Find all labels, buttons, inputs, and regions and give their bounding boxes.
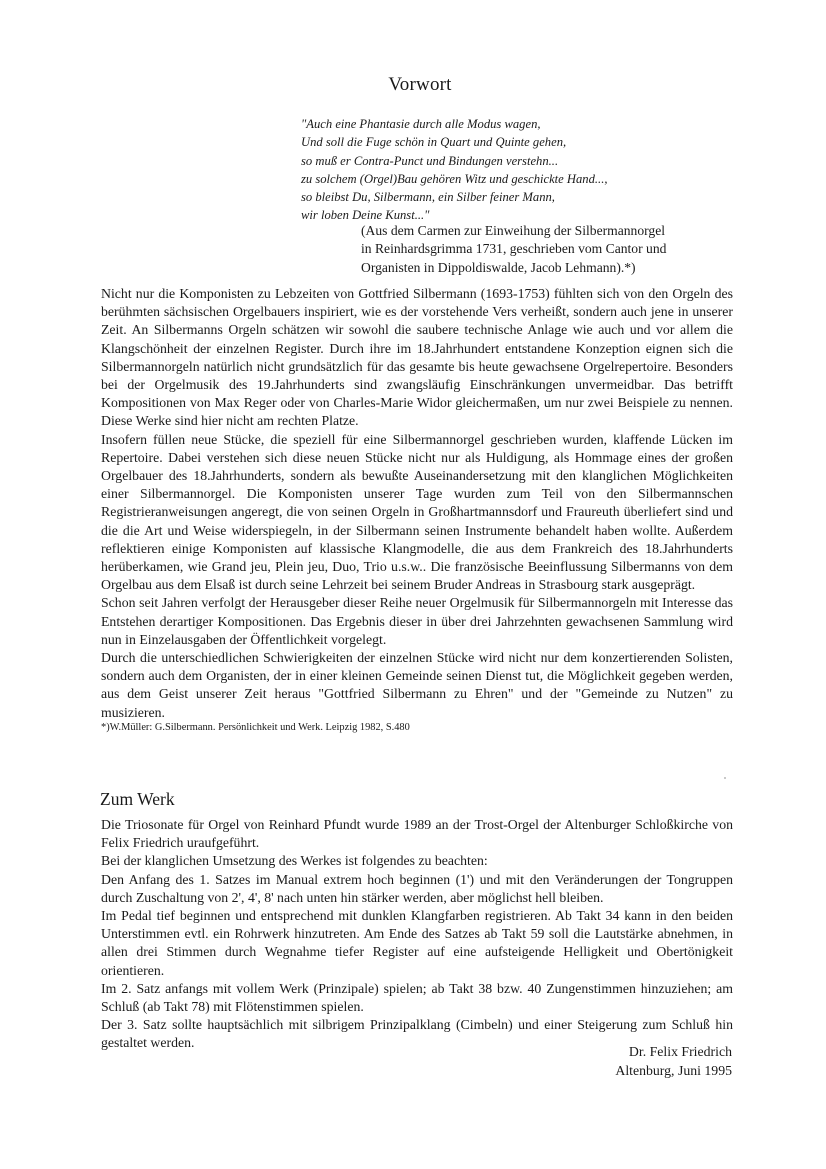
work-body bbox=[101, 816, 733, 1053]
poem-source bbox=[361, 222, 761, 277]
source-line: Organisten in Dippoldiswalde, Jacob Lehmann).*) bbox=[361, 259, 636, 275]
preface-title: Vorwort bbox=[388, 74, 452, 95]
paragraph: Die Triosonate für Orgel von Reinhard Pfundt wurde 1989 an der Trost-Orgel der Altenburger Schloßkirche von Felix Friedrich uraufgeführt. bbox=[101, 817, 733, 851]
scan-speck bbox=[724, 777, 726, 779]
paragraph: Durch die unterschiedlichen Schwierigkeiten der einzelnen Stücke wird nicht nur dem konzertierenden Solisten, sondern auch dem Organisten, der in einer kleinen Gemeinde seinen Dienst tut, die Möglichkeit gegeben werden, aus dem Geist unserer Zeit heraus "Gottfried Silbermann zu Ehren" und der "Gemeinde zu Nutzen" zu musizieren. bbox=[101, 650, 733, 720]
poem-line: so muß er Contra-Punct und Bindungen verstehn... bbox=[301, 153, 559, 168]
paragraph: Nicht nur die Komponisten zu Lebzeiten von Gottfried Silbermann (1693-1753) fühlten sich von den Orgeln des berühmten sächsischen Orgelbauers inspiriert, wie es der vorstehende Vers verheißt, sondern auch jene in unserer Zeit. An Silbermanns Orgeln schätzen wir sowohl die saubere technische Anlage wie auch und vor allem die Klangschönheit der einzelnen Register. Durch ihre im 18.Jahrhundert entstandene Konzeption eignen sich die Silbermannorgeln natürlich nicht grundsätzlich für das gesamte bis heute gewachsene Orgelrepertoire. Besonders bei der Orgelmusik des 19.Jahrhunderts sind zwangsläufig Einschränkungen unvermeidbar. Das betrifft Kompositionen von Max Reger oder von Charles-Marie Widor gleichermaßen, um nur zwei Beispiele zu nennen. Diese Werke sind hier nicht am rechten Platze. bbox=[101, 286, 733, 429]
paragraph: Im Pedal tief beginnen und entsprechend mit dunklen Klangfarben registrieren. Ab Takt 34 kann in den beiden Unterstimmen evtl. ein Rohrwerk hinzutreten. Am Ende des Satzes ab Takt 59 soll die Lautstärke abnehmen, in allen drei Stimmen durch Wegnahme tiefer Register auf eine aufsteigende Helligkeit und Obertönigkeit orientieren. bbox=[101, 908, 733, 978]
preface-body bbox=[101, 285, 733, 722]
section-heading: Zum Werk bbox=[100, 789, 175, 809]
paragraph: Bei der klanglichen Umsetzung des Werkes ist folgendes zu beachten: bbox=[101, 853, 488, 869]
poem-line: wir loben Deine Kunst..." bbox=[301, 208, 430, 223]
poem-line: zu solchem (Orgel)Bau gehören Witz und geschickte Hand..., bbox=[301, 171, 608, 186]
source-line: (Aus dem Carmen zur Einweihung der Silbermannorgel bbox=[361, 223, 666, 238]
paragraph: Der 3. Satz sollte hauptsächlich mit silbrigem Prinzipalklang (Cimbeln) und einer Steigerung zum Schluß hin gestaltet werden. bbox=[101, 1017, 733, 1051]
poem-line: "Auch eine Phantasie durch alle Modus wagen, bbox=[301, 117, 541, 131]
paragraph: Schon seit Jahren verfolgt der Herausgeber dieser Reihe neuer Orgelmusik für Silbermannorgeln mit Interesse das Entstehen derartiger Kompositionen. Das Ergebnis dieser in über drei Jahrzehnten gewachsenen Sammlung wird nun in Einzelausgaben der Öffentlichkeit vorgelegt. bbox=[101, 595, 733, 647]
poem-line: so bleibst Du, Silbermann, ein Silber feiner Mann, bbox=[301, 190, 555, 205]
paragraph: Den Anfang des 1. Satzes im Manual extrem hoch beginnen (1') und mit den Veränderungen der Tongruppen durch Zuschaltung von 2', 4', 8' nach unten hin stärker werden, aber möglichst hell bleiben. bbox=[101, 871, 733, 905]
footnote: *)W.Müller: G.Silbermann. Persönlichkeit und Werk. Leipzig 1982, S.480 bbox=[101, 722, 410, 733]
poem-line: Und soll die Fuge schön in Quart und Quinte gehen, bbox=[301, 135, 567, 150]
poem-quote bbox=[301, 115, 721, 225]
signature-block bbox=[430, 1043, 732, 1080]
paragraph: Insofern füllen neue Stücke, die speziell für eine Silbermannorgel geschrieben wurden, klaffende Lücken im Repertoire. Dabei verstehen sich diese neuen Stücke nicht nur als Huldigung, als Hommage eines der großen Orgelbauer des 18.Jahrhunderts, sondern als bewußte Auseinandersetzung mit den klanglichen Möglichkeiten einer Silbermannorgel. Die Komponisten unserer Tage wurden zum Teil von den Silbermannschen Registrieranweisungen angeregt, die von seinen Orgeln in Großhartmannsdorf und Fraureuth überliefert sind und die die Art und Weise widerspiegeln, in der Silbermann seinen Instrumente behandelt haben wollte. Außerdem reflektieren einige Komponisten auf klassische Klangmodelle, die aus dem Frankreich des 18.Jahrhunderts herüberkamen, wie Grand jeu, Plein jeu, Duo, Trio u.s.w.. Die französische Beeinflussung Silbermanns von dem Orgelbau aus dem Elsaß ist durch seine Lehrzeit bei seinem Bruder Andreas in Strasbourg stark ausgeprägt. bbox=[101, 431, 733, 593]
paragraph: Im 2. Satz anfangs mit vollem Werk (Prinzipale) spielen; ab Takt 38 bzw. 40 Zungenstimmen hinzuziehen; am Schluß (ab Takt 78) mit Flötenstimmen spielen. bbox=[101, 980, 733, 1015]
source-line: in Reinhardsgrimma 1731, geschrieben vom Cantor und bbox=[361, 241, 667, 257]
place-date: Altenburg, Juni 1995 bbox=[615, 1062, 732, 1078]
author-name: Dr. Felix Friedrich bbox=[628, 1044, 732, 1059]
